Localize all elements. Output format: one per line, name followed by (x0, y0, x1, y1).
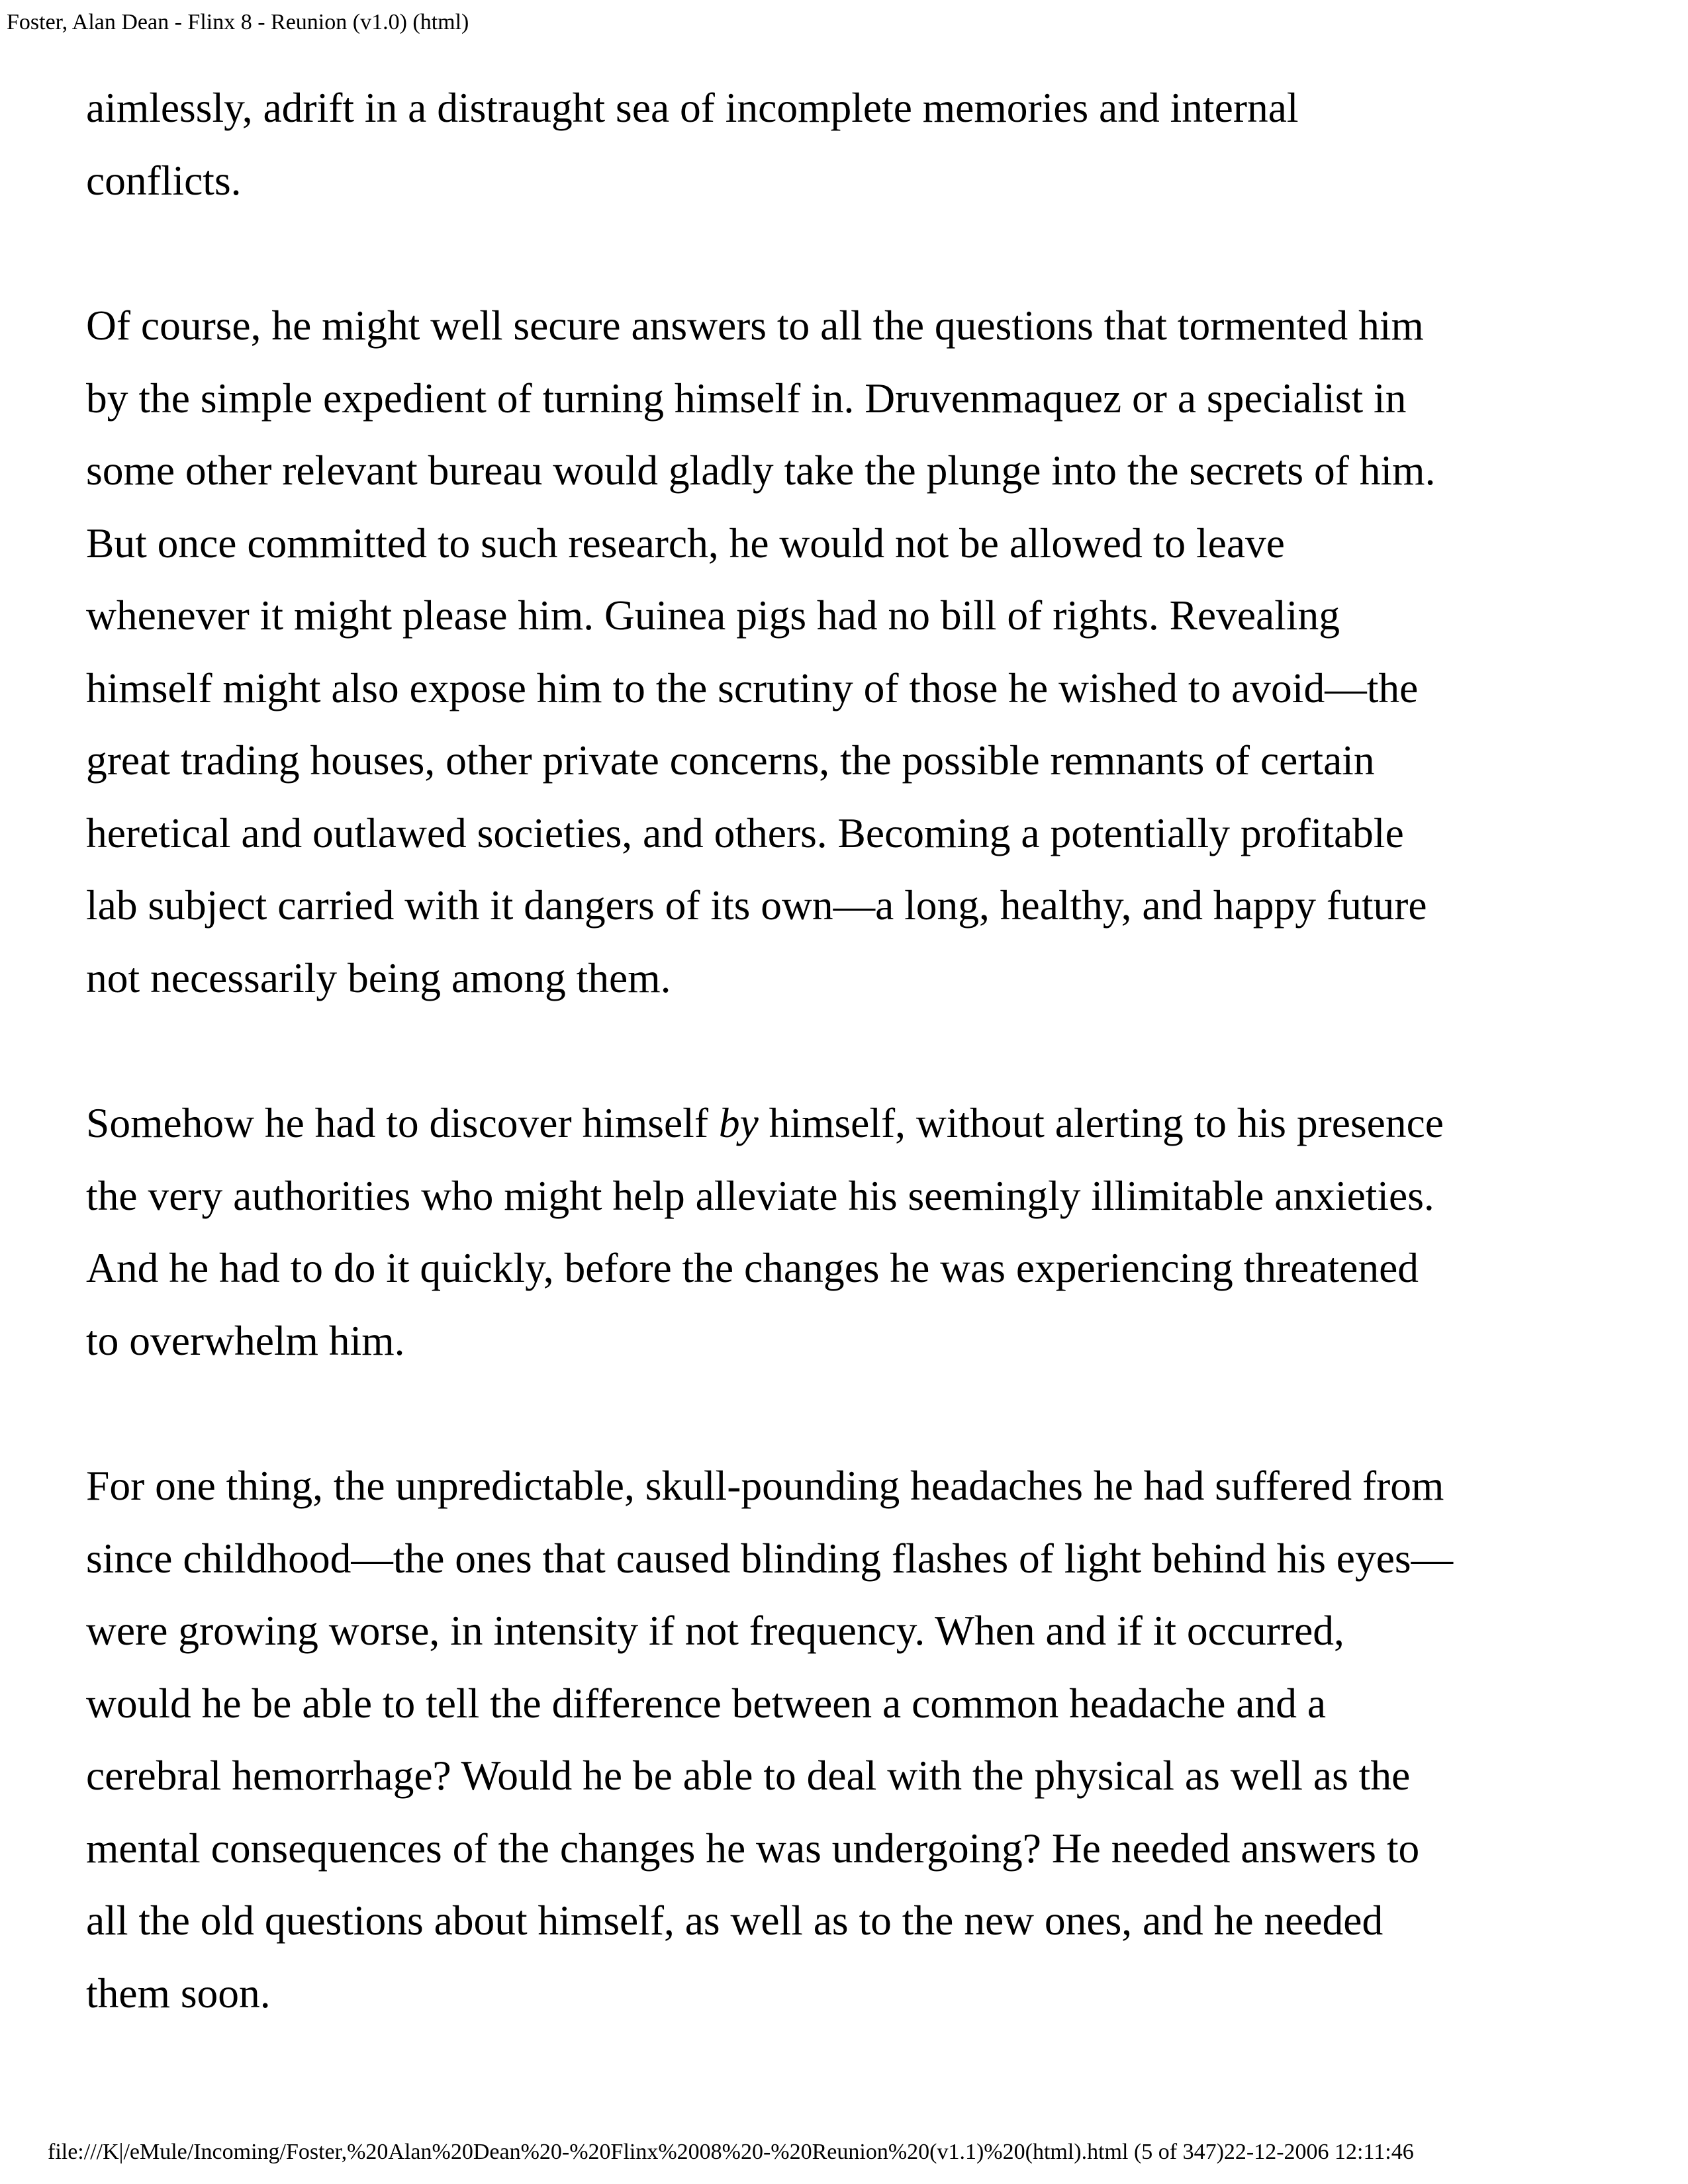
document-body (86, 71, 1609, 2029)
text-line: himself might also expose him to the scrutiny of those he wished to avoid—the (86, 664, 1419, 711)
text-line-with-emphasis (86, 1087, 1609, 1160)
text-line: aimlessly, adrift in a distraught sea of incomplete memories and internal (86, 84, 1299, 131)
paragraph-1 (86, 71, 1609, 216)
text-line: them soon. (86, 1969, 271, 2017)
text-line: the very authorities who might help alleviate his seemingly illimitable anxieties. (86, 1171, 1434, 1219)
text-line: would he be able to tell the difference between a common headache and a (86, 1679, 1327, 1727)
text-line: since childhood—the ones that caused blinding flashes of light behind his eyes— (86, 1534, 1454, 1582)
text-line: conflicts. (86, 156, 242, 204)
text-line: were growing worse, in intensity if not frequency. When and if it occurred, (86, 1607, 1344, 1654)
emphasis-text: by (718, 1099, 759, 1146)
text-line: For one thing, the unpredictable, skull-pounding headaches he had suffered from (86, 1462, 1444, 1509)
text-run: himself, without alerting to his presence (758, 1099, 1444, 1146)
print-footer-path: file:///K|/eMule/Incoming/Foster,%20Alan%20Dean%20-%20Flinx%2008%20-%20Reunion%20(v1.1)%20(html).html (5 of 347)22-12-2006 12:11:46 (48, 2140, 1414, 2164)
paragraph-4 (86, 1449, 1609, 2029)
text-line: great trading houses, other private concerns, the possible remnants of certain (86, 737, 1375, 784)
text-line: not necessarily being among them. (86, 954, 671, 1001)
text-line: some other relevant bureau would gladly take the plunge into the secrets of him. (86, 447, 1436, 494)
text-line: lab subject carried with it dangers of its own—a long, healthy, and happy future (86, 882, 1427, 929)
print-header-title: Foster, Alan Dean - Flinx 8 - Reunion (v1.0) (html) (7, 10, 469, 34)
text-line: heretical and outlawed societies, and others. Becoming a potentially profitable (86, 809, 1404, 856)
text-line: whenever it might please him. Guinea pigs had no bill of rights. Revealing (86, 592, 1340, 639)
text-line: cerebral hemorrhage? Would he be able to deal with the physical as well as the (86, 1752, 1411, 1799)
text-line: Of course, he might well secure answers to all the questions that tormented him (86, 302, 1424, 349)
text-line: And he had to do it quickly, before the changes he was experiencing threatened (86, 1244, 1419, 1291)
text-line: mental consequences of the changes he was undergoing? He needed answers to (86, 1824, 1420, 1872)
text-line: all the old questions about himself, as well as to the new ones, and he needed (86, 1897, 1383, 1944)
paragraph-3 (86, 1087, 1609, 1377)
text-line: But once committed to such research, he would not be allowed to leave (86, 519, 1285, 567)
text-line: to overwhelm him. (86, 1316, 405, 1364)
text-run: Somehow he had to discover himself (86, 1099, 719, 1146)
paragraph-2 (86, 289, 1609, 1014)
text-line: by the simple expedient of turning himself in. Druvenmaquez or a specialist in (86, 374, 1407, 422)
